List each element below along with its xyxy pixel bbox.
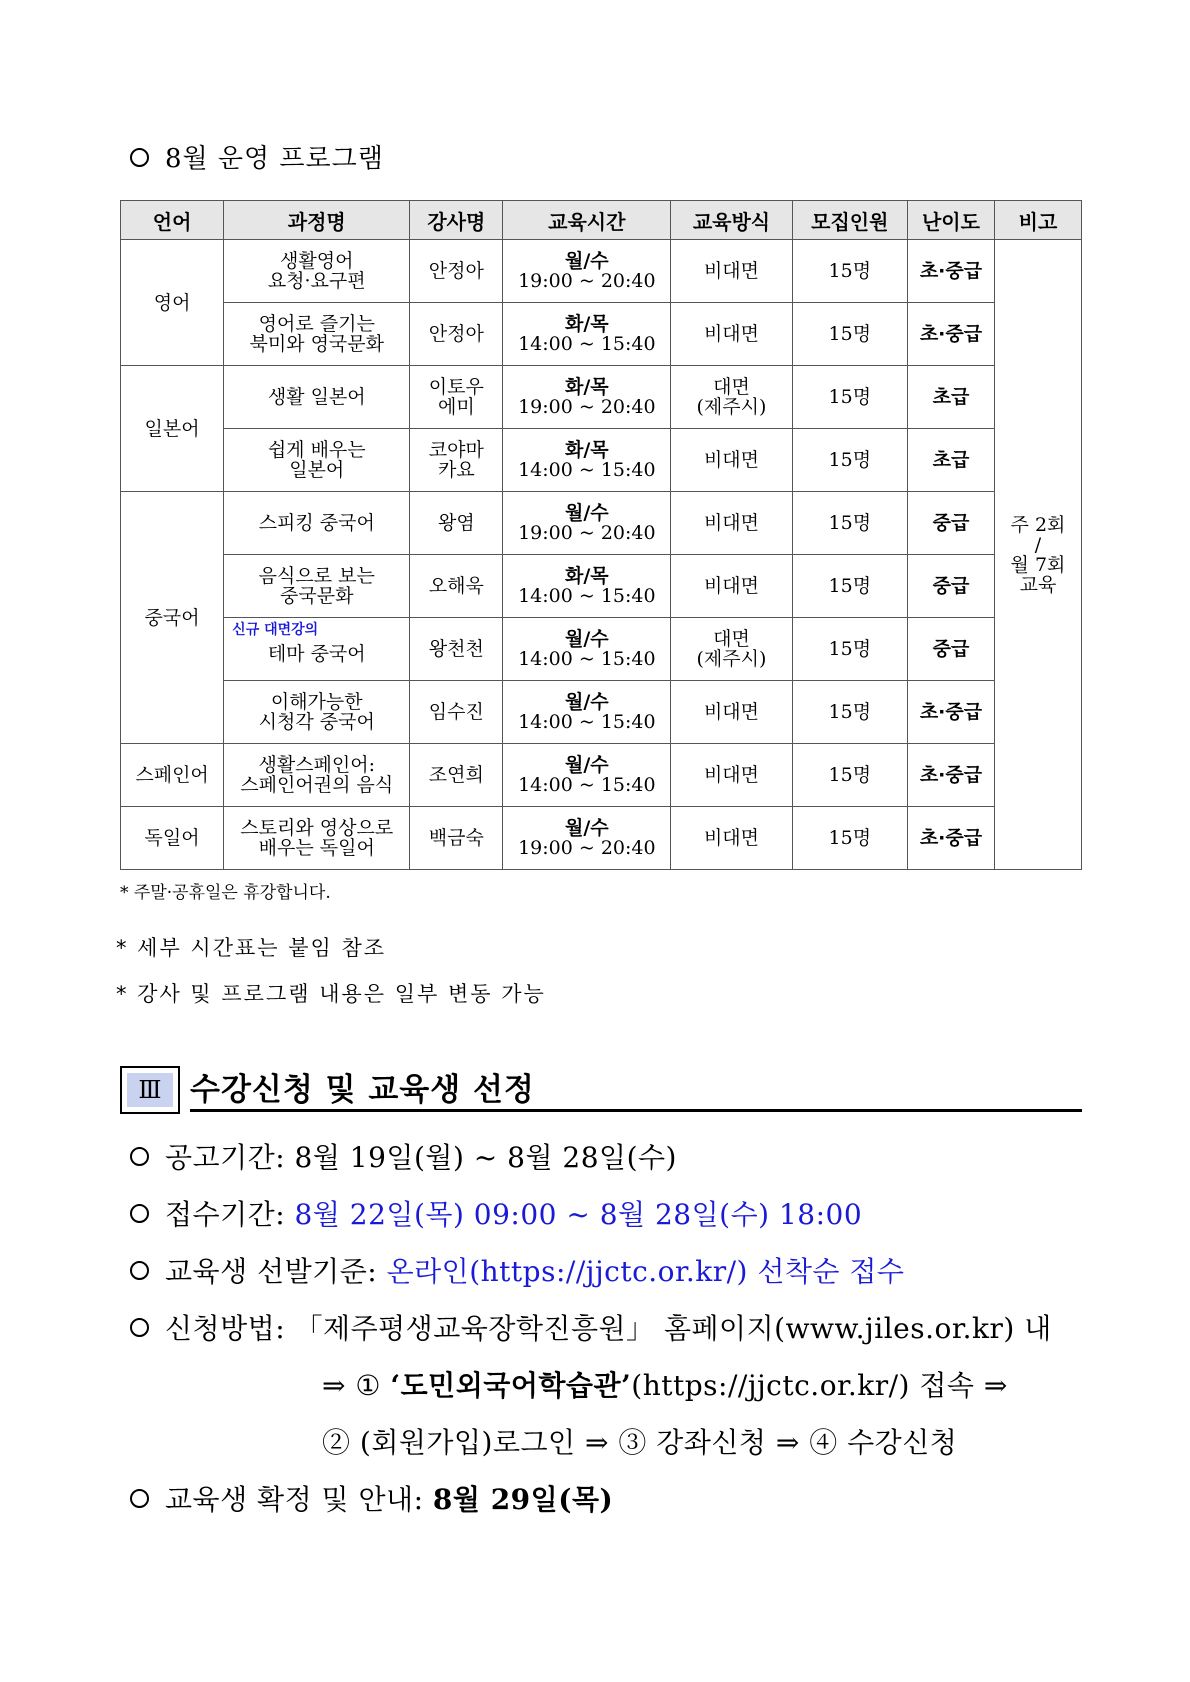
heading-underline: [190, 1109, 1082, 1112]
level-cell: 초·중급: [907, 807, 994, 870]
instructor-cell: 오해욱: [410, 555, 503, 618]
method-cell: 비대면: [671, 807, 792, 870]
language-cell: 중국어: [121, 492, 224, 744]
capacity-cell: 15명: [792, 555, 907, 618]
time-cell: 월/수 14:00 ~ 15:40: [503, 681, 671, 744]
table-row: [121, 618, 1082, 681]
level-cell: 초·중급: [907, 681, 994, 744]
method-cell: 비대면: [671, 492, 792, 555]
time-cell: 월/수 14:00 ~ 15:40: [503, 744, 671, 807]
course-cell: 생활영어 요청·요구편: [224, 240, 410, 303]
table-row: [121, 303, 1082, 366]
table-row: [121, 366, 1082, 429]
header-level: 난이도: [907, 201, 994, 240]
application-step-1: ⇒ ① ‘도민외국어학습관’(https://jjctc.or.kr/) 접속 ⇒: [322, 1369, 1008, 1402]
header-method: 교육방식: [671, 201, 792, 240]
level-cell: 초·중급: [907, 744, 994, 807]
instructor-cell: 임수진: [410, 681, 503, 744]
time-cell: 월/수 19:00 ~ 20:40: [503, 240, 671, 303]
capacity-cell: 15명: [792, 492, 907, 555]
header-time: 교육시간: [503, 201, 671, 240]
time-cell: 화/목 14:00 ~ 15:40: [503, 429, 671, 492]
bullet-circle-icon: [130, 1147, 149, 1166]
instructor-cell: 이토우 에미: [410, 366, 503, 429]
method-cell: 비대면: [671, 429, 792, 492]
level-cell: 초·중급: [907, 240, 994, 303]
method-cell: 대면 (제주시): [671, 618, 792, 681]
capacity-cell: 15명: [792, 366, 907, 429]
time-cell: 화/목 14:00 ~ 15:40: [503, 555, 671, 618]
header-instructor: 강사명: [410, 201, 503, 240]
capacity-cell: 15명: [792, 681, 907, 744]
table-row: [121, 240, 1082, 303]
application-step-2: ② (회원가입)로그인 ⇒ ③ 강좌신청 ⇒ ④ 수강신청: [322, 1426, 958, 1459]
selection-criteria: 교육생 선발기준: 온라인(https://jjctc.or.kr/) 선착순 접수: [130, 1250, 904, 1290]
level-cell: 중급: [907, 555, 994, 618]
bullet-circle-icon: [130, 148, 149, 167]
instructor-cell: 왕천천: [410, 618, 503, 681]
time-cell: 화/목 14:00 ~ 15:40: [503, 303, 671, 366]
method-cell: 대면 (제주시): [671, 366, 792, 429]
method-cell: 비대면: [671, 303, 792, 366]
section-heading: 수강신청 및 교육생 선정: [190, 1072, 535, 1108]
time-cell: 월/수 19:00 ~ 20:40: [503, 492, 671, 555]
bullet-circle-icon: [130, 1318, 149, 1337]
time-cell: 월/수 19:00 ~ 20:40: [503, 807, 671, 870]
level-cell: 초급: [907, 429, 994, 492]
table-row: [121, 429, 1082, 492]
section-number: Ⅲ: [127, 1073, 173, 1107]
header-remark: 비고: [994, 201, 1081, 240]
language-cell: 스페인어: [121, 744, 224, 807]
level-cell: 초·중급: [907, 303, 994, 366]
table-row: [121, 681, 1082, 744]
capacity-cell: 15명: [792, 744, 907, 807]
program-table: [120, 200, 1082, 870]
level-cell: 중급: [907, 618, 994, 681]
remark-cell: 주 2회 / 월 7회 교육: [994, 240, 1081, 870]
section-title: 8월 운영 프로그램: [130, 138, 384, 175]
instructor-cell: 왕염: [410, 492, 503, 555]
note-timetable: * 세부 시간표는 붙임 참조: [116, 936, 387, 960]
header-language: 언어: [121, 201, 224, 240]
course-cell: 생활 일본어: [224, 366, 410, 429]
new-course-badge: 신규 대면강의: [232, 622, 319, 638]
capacity-cell: 15명: [792, 429, 907, 492]
language-cell: 일본어: [121, 366, 224, 492]
bullet-circle-icon: [130, 1204, 149, 1223]
table-header-row: [121, 201, 1082, 240]
header-course: 과정명: [224, 201, 410, 240]
course-cell: 신규 대면강의 테마 중국어: [224, 618, 410, 681]
course-cell: 스피킹 중국어: [224, 492, 410, 555]
bullet-circle-icon: [130, 1489, 149, 1508]
table-row: [121, 555, 1082, 618]
method-cell: 비대면: [671, 681, 792, 744]
capacity-cell: 15명: [792, 240, 907, 303]
course-cell: 스토리와 영상으로 배우는 독일어: [224, 807, 410, 870]
table-row: [121, 744, 1082, 807]
receipt-period: 접수기간: 8월 22일(목) 09:00 ~ 8월 28일(수) 18:00: [130, 1193, 862, 1233]
course-cell: 생활스페인어: 스페인어권의 음식: [224, 744, 410, 807]
level-cell: 중급: [907, 492, 994, 555]
application-method: 신청방법: 「제주평생교육장학진흥원」 홈페이지(www.jiles.or.kr) 내: [130, 1307, 1052, 1347]
announce-period: 공고기간: 8월 19일(월) ~ 8월 28일(수): [130, 1136, 677, 1176]
instructor-cell: 코야마 카요: [410, 429, 503, 492]
bullet-circle-icon: [130, 1261, 149, 1280]
capacity-cell: 15명: [792, 618, 907, 681]
level-cell: 초급: [907, 366, 994, 429]
table-footnote: * 주말·공휴일은 휴강합니다.: [120, 883, 331, 903]
instructor-cell: 조연희: [410, 744, 503, 807]
course-cell: 음식으로 보는 중국문화: [224, 555, 410, 618]
course-cell: 쉽게 배우는 일본어: [224, 429, 410, 492]
time-cell: 화/목 19:00 ~ 20:40: [503, 366, 671, 429]
section-number-box: [120, 1066, 180, 1114]
course-cell: 영어로 즐기는 북미와 영국문화: [224, 303, 410, 366]
table-row: [121, 807, 1082, 870]
capacity-cell: 15명: [792, 303, 907, 366]
confirm-notice: 교육생 확정 및 안내: 8월 29일(목): [130, 1478, 613, 1518]
instructor-cell: 백금숙: [410, 807, 503, 870]
table-row: [121, 492, 1082, 555]
capacity-cell: 15명: [792, 807, 907, 870]
method-cell: 비대면: [671, 555, 792, 618]
instructor-cell: 안정아: [410, 303, 503, 366]
course-cell: 이해가능한 시청각 중국어: [224, 681, 410, 744]
language-cell: 독일어: [121, 807, 224, 870]
header-capacity: 모집인원: [792, 201, 907, 240]
method-cell: 비대면: [671, 240, 792, 303]
language-cell: 영어: [121, 240, 224, 366]
instructor-cell: 안정아: [410, 240, 503, 303]
time-cell: 월/수 14:00 ~ 15:40: [503, 618, 671, 681]
criteria-link: 온라인(https://jjctc.or.kr/) 선착순 접수: [386, 1255, 905, 1288]
method-cell: 비대면: [671, 744, 792, 807]
note-changes: * 강사 및 프로그램 내용은 일부 변동 가능: [116, 982, 546, 1006]
